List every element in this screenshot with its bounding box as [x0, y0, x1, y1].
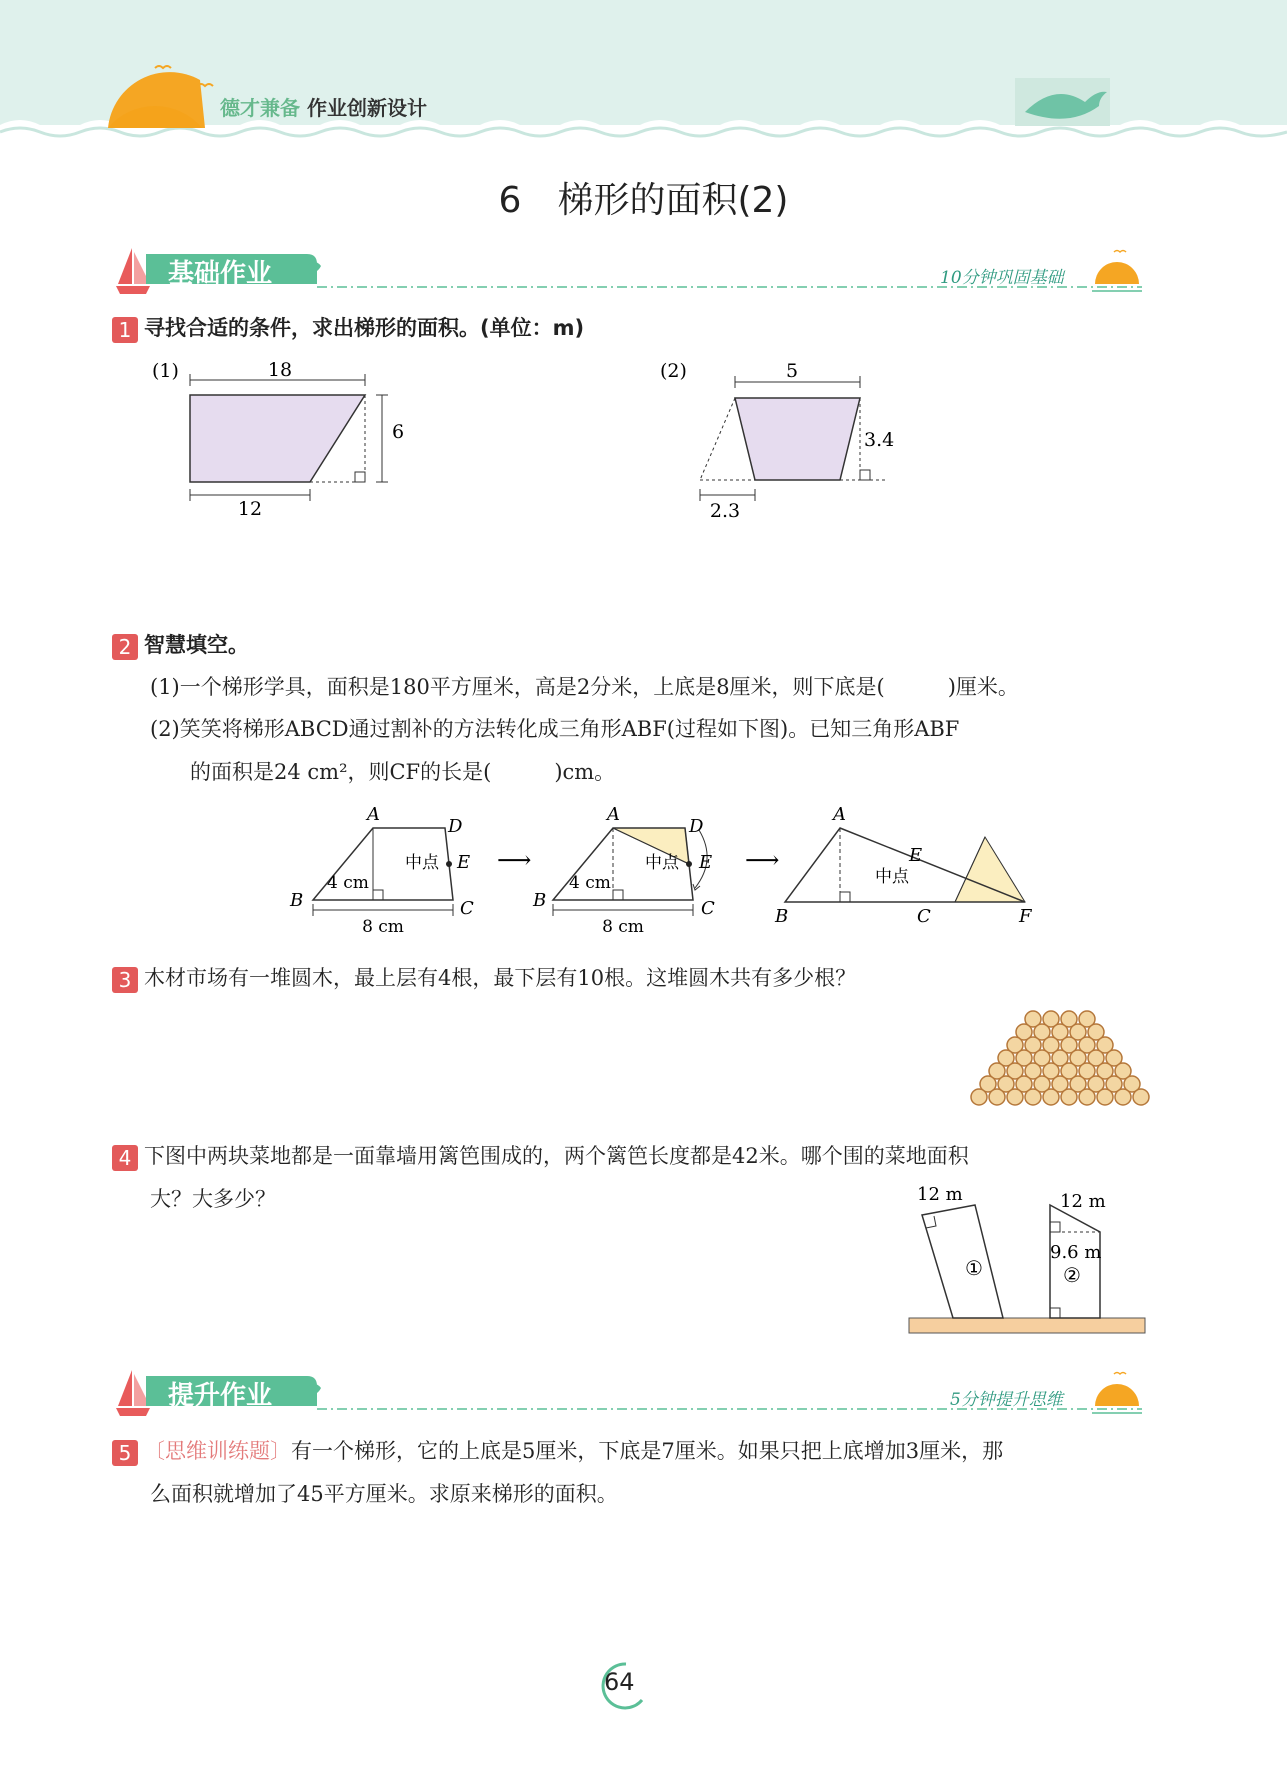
q2-c-label-C: C [917, 906, 931, 927]
arrow-icon-2: ⟶ [745, 846, 780, 874]
sailboat-icon-2 [116, 1370, 150, 1416]
q2-b-height: 4 cm [569, 873, 611, 893]
q1-fig2-top: 5 [785, 360, 799, 382]
page-number: 64 [604, 1668, 635, 1696]
section-tag-advanced: 5分钟提升思维 [950, 1390, 1063, 1410]
sunset-icon [1092, 251, 1142, 292]
q2-b-midpoint: 中点 [645, 853, 679, 873]
q2-b-label-C: C [701, 898, 715, 919]
arrow-icon: ⟶ [497, 846, 532, 874]
whale-icon [1015, 78, 1110, 126]
q2-c-label-B: B [775, 906, 789, 927]
lesson-title: 6 梯形的面积(2) [498, 180, 789, 221]
q5-number: 5 [112, 1440, 138, 1466]
q2-fig-c [774, 804, 1033, 927]
q1-number: 1 [112, 317, 138, 343]
q4-figure [905, 1180, 1150, 1335]
q2-label-D: D [448, 816, 463, 837]
section-label-advanced: 提升作业 [168, 1381, 273, 1411]
q5-line1-wrap [112, 1436, 1003, 1466]
q4-number: 4 [112, 1145, 138, 1171]
q1-fig2-height: 3.4 [864, 429, 895, 451]
brand-part1: 德才兼备 [220, 96, 300, 120]
q5-line2: 么面积就增加了45平方厘米。求原来梯形的面积。 [150, 1482, 618, 1506]
q2-heading [112, 630, 249, 660]
q5-tag: 〔思维训练题〕 [144, 1439, 291, 1463]
q2-number: 2 [112, 634, 138, 660]
q1-fig1-height: 6 [392, 421, 405, 443]
q2-label-E: E [457, 852, 471, 873]
q2-b-label-D: D [689, 816, 704, 837]
brand-part2: 作业创新设计 [306, 96, 427, 120]
q2-text: 智慧填空。 [144, 633, 249, 657]
q2-figure [285, 800, 1032, 940]
q2-fig-b [532, 804, 715, 937]
q2-midpoint: 中点 [405, 853, 439, 873]
q2-base: 8 cm [362, 917, 404, 937]
sailboat-icon [116, 248, 150, 294]
q1-figure-1 [140, 350, 440, 530]
q4-plot2: ② [1063, 1263, 1081, 1287]
q1-figure-2 [650, 350, 950, 530]
q4-height2: 9.6 m [1050, 1242, 1102, 1263]
q3-number: 3 [112, 967, 138, 993]
q1-fig2-offset: 2.3 [709, 500, 741, 522]
q2-label-B: B [290, 890, 304, 911]
q2-b-label-E: E [699, 852, 713, 873]
q4-plot1: ① [965, 1256, 983, 1280]
header-band [0, 0, 1287, 150]
q4-label1: 12 m [917, 1184, 963, 1205]
q2-label-A: A [367, 804, 380, 825]
q2-c-label-E: E [909, 845, 923, 866]
q2-c-label-A: A [833, 804, 846, 825]
q2-fig-a [289, 804, 474, 937]
q2-sub2-line2: 的面积是24 cm²，则CF的长是( )cm。 [190, 760, 616, 784]
section-tag-basic: 10分钟巩固基础 [940, 268, 1064, 288]
q4-line1: 下图中两块菜地都是一面靠墙用篱笆围成的，两个篱笆长度都是42米。哪个围的菜地面积 [144, 1144, 969, 1168]
q2-height: 4 cm [327, 873, 369, 893]
q1-fig1-top: 18 [267, 359, 293, 381]
q2-sub2-line1: (2)笑笑将梯形ABCD通过割补的方法转化成三角形ABF(过程如下图)。已知三角形ABF [150, 717, 960, 741]
q2-sub1: (1)一个梯形学具，面积是180平方厘米，高是2分米，上底是8厘米，则下底是( )厘米。 [150, 675, 1019, 699]
q1-fig1-bottom: 12 [237, 498, 263, 520]
log-pile-icon [971, 1011, 1149, 1105]
q3-heading [112, 963, 856, 993]
q5-line1: 有一个梯形，它的上底是5厘米，下底是7厘米。如果只把上底增加3厘米，那 [291, 1439, 1004, 1463]
q1-fig1-label: (1) [152, 360, 179, 382]
q1-heading [112, 313, 584, 343]
q2-label-C: C [460, 898, 474, 919]
q2-c-label-F: F [1019, 906, 1032, 927]
q3-text: 木材市场有一堆圆木，最上层有4根，最下层有10根。这堆圆木共有多少根？ [144, 966, 857, 990]
q2-c-midpoint: 中点 [875, 867, 909, 887]
q2-b-base: 8 cm [602, 917, 644, 937]
q4-line2: 大？大多少？ [150, 1187, 276, 1211]
log-pile-image [975, 1005, 1145, 1115]
sunset-icon-2 [1092, 1373, 1142, 1414]
section-label-basic: 基础作业 [168, 259, 273, 289]
q4-label2: 12 m [1060, 1191, 1106, 1212]
q2-b-label-A: A [607, 804, 620, 825]
q4-line1-wrap [112, 1141, 969, 1171]
q1-fig2-label: (2) [660, 360, 687, 382]
brand-title [220, 92, 427, 121]
q2-b-label-B: B [533, 890, 547, 911]
q1-text: 寻找合适的条件，求出梯形的面积。(单位：m) [144, 316, 585, 340]
